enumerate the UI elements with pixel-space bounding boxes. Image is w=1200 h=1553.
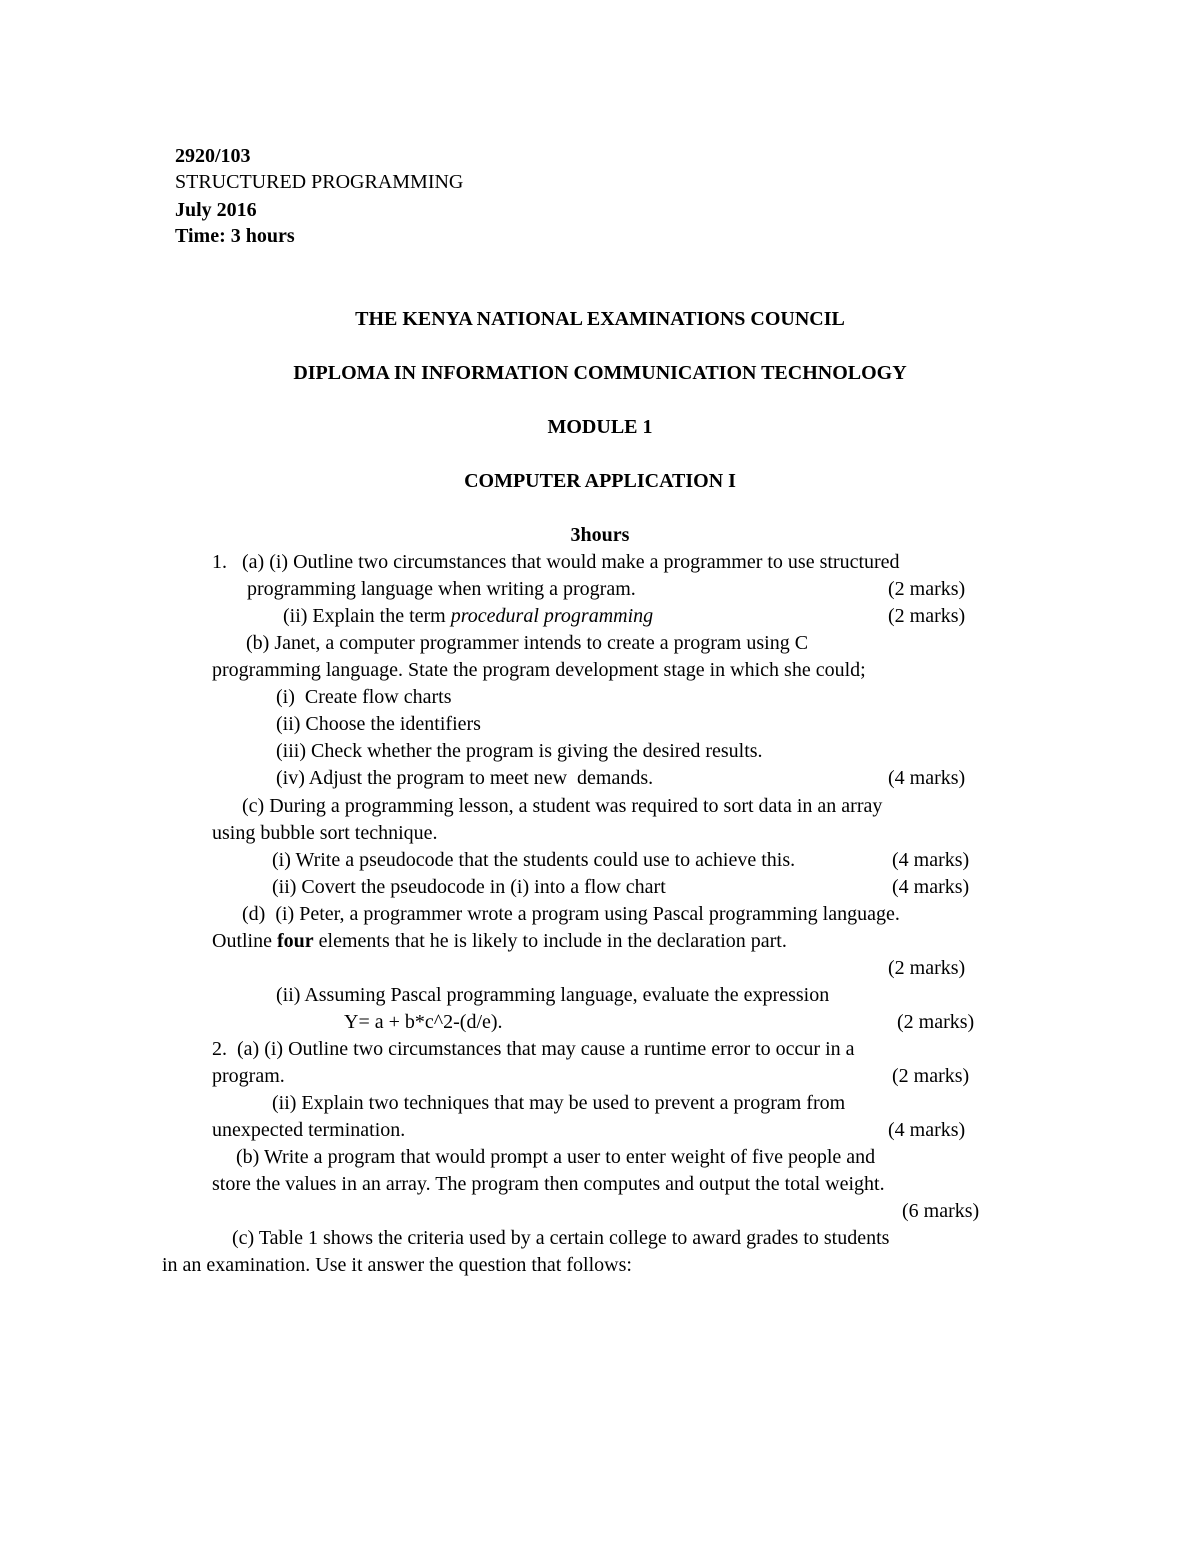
q1-d-line2-emphasis: four [277, 930, 314, 952]
q1-b-marks: (4 marks) [888, 767, 966, 789]
q1-d-line2 [212, 928, 787, 954]
q1-b-iii: (iii) Check whether the program is giving the desired results. [276, 740, 763, 762]
q1-c-line2: using bubble sort technique. [212, 822, 438, 844]
q2-b-line1: (b) Write a program that would prompt a user to enter weight of five people and [236, 1146, 876, 1168]
diploma-title: DIPLOMA IN INFORMATION COMMUNICATION TECHNOLOGY [293, 362, 907, 384]
q1-d-i-marks: (2 marks) [888, 957, 966, 979]
q1-a-ii-marks: (2 marks) [888, 605, 966, 627]
q2-b-marks: (6 marks) [902, 1200, 980, 1222]
exam-time: Time: 3 hours [175, 225, 295, 247]
council-title: THE KENYA NATIONAL EXAMINATIONS COUNCIL [355, 308, 845, 330]
q1-d-ii-marks: (2 marks) [897, 1011, 975, 1033]
q1-d-ii-expression: Y= a + b*c^2-(d/e). [344, 1011, 503, 1033]
q1-c-ii: (ii) Covert the pseudocode in (i) into a flow chart [272, 876, 666, 898]
paper-title: COMPUTER APPLICATION I [464, 470, 736, 492]
paper-code: 2920/103 [175, 145, 251, 167]
q2-c-line1: (c) Table 1 shows the criteria used by a certain college to award grades to students [232, 1227, 890, 1249]
q1-b-i: (i) Create flow charts [276, 686, 452, 708]
subject-title: STRUCTURED PROGRAMMING [175, 171, 464, 193]
q2-b-line2: store the values in an array. The program then computes and output the total weight. [212, 1173, 885, 1195]
q1-a-ii-prefix: (ii) Explain the term [283, 605, 451, 627]
duration-title: 3hours [570, 524, 630, 546]
q1-a-i-marks: (2 marks) [888, 578, 966, 600]
q1-a-ii [283, 603, 653, 629]
module-title: MODULE 1 [547, 416, 653, 438]
q1-a-i-line2: programming language when writing a program. [247, 578, 636, 600]
q1-c-i: (i) Write a pseudocode that the students could use to achieve this. [272, 849, 796, 871]
q2-a-ii-line1: (ii) Explain two techniques that may be used to prevent a program from [272, 1092, 846, 1114]
q1-c-ii-marks: (4 marks) [892, 876, 970, 898]
q2-a-ii-marks: (4 marks) [888, 1119, 966, 1141]
q1-d-line2-prefix: Outline [212, 930, 277, 952]
q1-b-iv: (iv) Adjust the program to meet new demands. [276, 767, 654, 789]
q2-a-i-marks: (2 marks) [892, 1065, 970, 1087]
q1-b-line1: (b) Janet, a computer programmer intends to create a program using C [246, 632, 809, 654]
q1-c-i-marks: (4 marks) [892, 849, 970, 871]
q1-d-ii: (ii) Assuming Pascal programming language, evaluate the expression [276, 984, 830, 1006]
exam-date: July 2016 [175, 199, 257, 221]
q1-a-i-line1: 1. (a) (i) Outline two circumstances that would make a programmer to use structured [212, 551, 900, 573]
q2-a-ii-line2: unexpected termination. [212, 1119, 406, 1141]
q1-d-line1: (d) (i) Peter, a programmer wrote a program using Pascal programming language. [242, 903, 900, 925]
q2-c-line2: in an examination. Use it answer the question that follows: [162, 1254, 632, 1276]
q2-a-i-line2: program. [212, 1065, 285, 1087]
q1-b-ii: (ii) Choose the identifiers [276, 713, 481, 735]
q1-b-line2: programming language. State the program development stage in which she could; [212, 659, 866, 681]
q1-a-ii-term: procedural programming [450, 605, 654, 627]
q1-d-line2-suffix: elements that he is likely to include in the declaration part. [313, 930, 787, 952]
q1-c-line1: (c) During a programming lesson, a student was required to sort data in an array [242, 795, 883, 817]
q2-a-i-line1: 2. (a) (i) Outline two circumstances that may cause a runtime error to occur in a [212, 1038, 855, 1060]
